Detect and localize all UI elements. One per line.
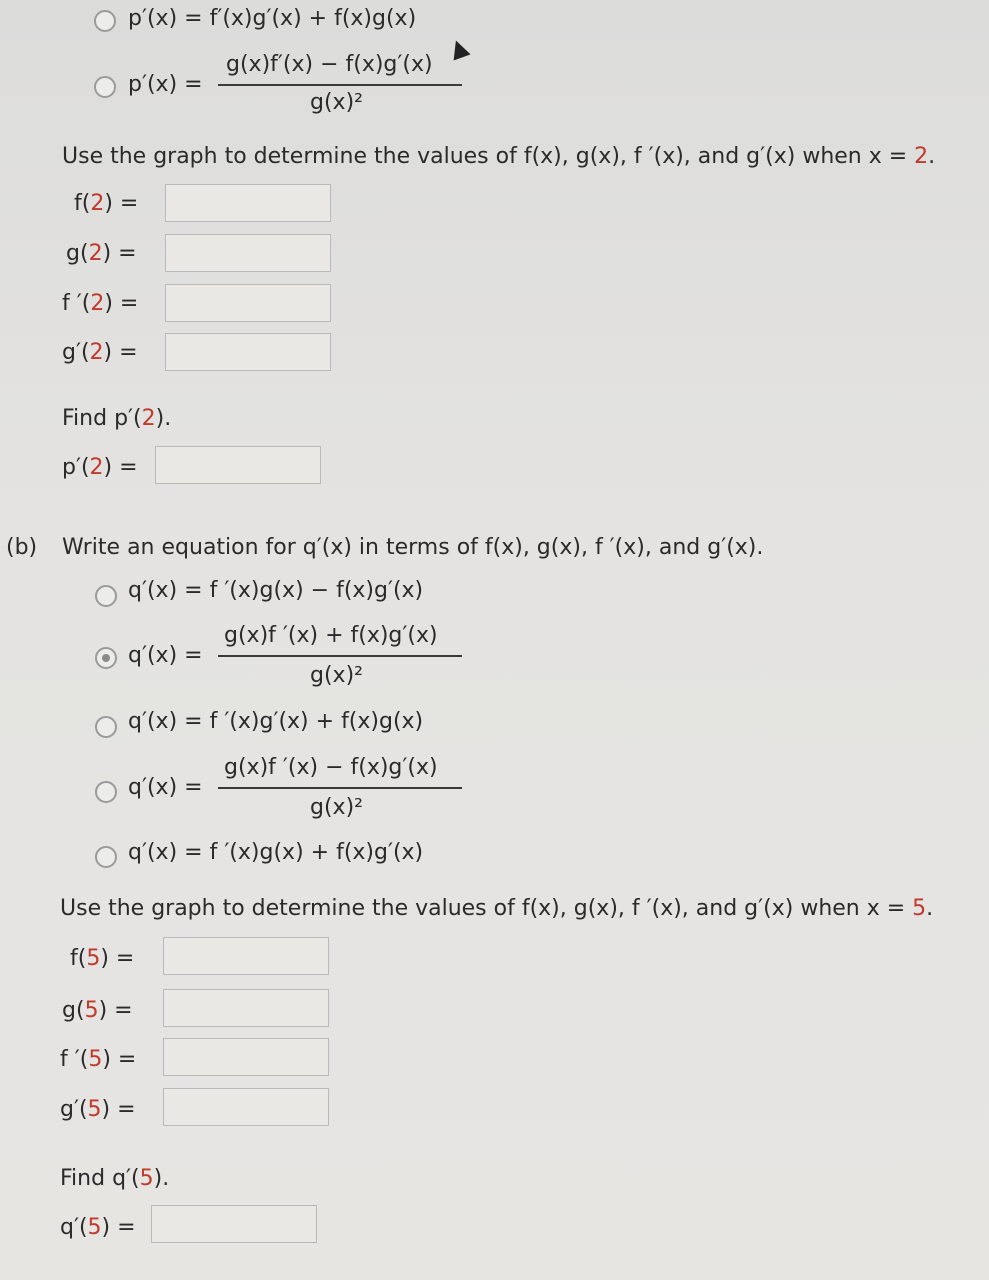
f5-input[interactable] (163, 937, 329, 975)
part-b-instruction-text: Use the graph to determine the values of f(x), g(x), f ′(x), and g′(x) when x = (60, 896, 913, 921)
find-p-prime-suffix: ). (155, 406, 172, 431)
q-option-5-rhs: f ′(x)g(x) + f(x)g′(x) (209, 840, 424, 865)
find-p-prime-arg: 2 (141, 406, 156, 431)
p-prime-2-label-arg: 2 (89, 455, 104, 480)
p-option-2-denominator: g(x)² (310, 90, 363, 115)
q-option-1-label (128, 578, 423, 603)
part-a-instruction-x: 2 (914, 144, 929, 169)
q-option-4-denominator: g(x)² (310, 795, 363, 820)
q-option-2-radio[interactable] (95, 647, 117, 669)
g5-label-post: ) = (98, 998, 133, 1023)
find-q-prime-arg: 5 (139, 1166, 154, 1191)
f5-label (70, 946, 134, 971)
gprime2-label (62, 340, 138, 365)
q-option-3-radio[interactable] (95, 716, 117, 738)
fprime2-label-pre: f ′( (62, 291, 91, 316)
g2-input[interactable] (165, 234, 331, 272)
g5-label-arg: 5 (84, 998, 99, 1023)
gprime5-label (60, 1097, 136, 1122)
f2-input[interactable] (165, 184, 331, 222)
q-option-2-denominator: g(x)² (310, 663, 363, 688)
p-prime-2-label-pre: p′( (62, 455, 90, 480)
part-a-instruction-period: . (928, 144, 936, 169)
gprime5-label-pre: g′( (60, 1097, 88, 1122)
q-option-5-radio[interactable] (95, 846, 117, 868)
f5-label-pre: f( (70, 946, 87, 971)
q-option-4-numerator: g(x)f ′(x) − f(x)g′(x) (224, 755, 438, 780)
g5-input[interactable] (163, 989, 329, 1027)
f5-label-post: ) = (100, 946, 135, 971)
fprime5-input[interactable] (163, 1038, 329, 1076)
part-b-label: (b) (6, 535, 38, 560)
fraction-bar (218, 787, 462, 789)
f2-label-arg: 2 (90, 191, 105, 216)
q-option-1-rhs: f ′(x)g(x) − f(x)g′(x) (209, 578, 424, 603)
q-option-1-lhs: q′(x) = (128, 578, 210, 603)
gprime5-label-arg: 5 (87, 1097, 102, 1122)
find-p-prime-text: Find p′( (62, 406, 142, 431)
q-option-3-rhs: f ′(x)g′(x) + f(x)g(x) (209, 709, 424, 734)
part-b-instruction-period: . (926, 896, 934, 921)
gprime2-input[interactable] (165, 333, 331, 371)
q-option-1-radio[interactable] (95, 585, 117, 607)
gprime5-input[interactable] (163, 1088, 329, 1126)
find-q-prime-text: Find q′( (60, 1166, 140, 1191)
fraction-bar (218, 84, 462, 86)
fprime5-label-pre: f ′( (60, 1047, 89, 1072)
p-option-2-numerator: g(x)f′(x) − f(x)g′(x) (226, 52, 433, 77)
part-b-instruction (60, 896, 933, 921)
g2-label-post: ) = (102, 241, 137, 266)
g5-label (62, 998, 133, 1023)
g5-label-pre: g( (62, 998, 85, 1023)
mouse-cursor-icon (447, 37, 470, 60)
g2-label (66, 241, 137, 266)
q-prime-5-label-post: ) = (101, 1215, 136, 1240)
fraction-bar (218, 655, 462, 657)
f5-label-arg: 5 (86, 946, 101, 971)
part-a-instruction-text: Use the graph to determine the values of f(x), g(x), f ′(x), and g′(x) when x = (62, 144, 915, 169)
p-option-1-radio[interactable] (94, 10, 116, 32)
f2-label-pre: f( (74, 191, 91, 216)
part-b-question: Write an equation for q′(x) in terms of f(x), g(x), f ′(x), and g′(x). (62, 535, 764, 560)
q-prime-5-label-arg: 5 (87, 1215, 102, 1240)
find-q-prime-prompt (60, 1166, 169, 1191)
fprime5-label-post: ) = (102, 1047, 137, 1072)
f2-label-post: ) = (104, 191, 139, 216)
p-prime-2-label-post: ) = (103, 455, 138, 480)
q-option-4-radio[interactable] (95, 781, 117, 803)
fprime2-label (62, 291, 138, 316)
q-option-2-numerator: g(x)f ′(x) + f(x)g′(x) (224, 623, 438, 648)
find-p-prime-prompt (62, 406, 171, 431)
q-option-5-label (128, 840, 423, 865)
part-a-instruction (62, 144, 935, 169)
g2-label-arg: 2 (88, 241, 103, 266)
p-option-2-lhs: p′(x) = (128, 72, 203, 97)
q-option-2-lhs: q′(x) = (128, 643, 203, 668)
fprime5-label-arg: 5 (88, 1047, 103, 1072)
q-option-4-lhs: q′(x) = (128, 775, 203, 800)
gprime2-label-pre: g′( (62, 340, 90, 365)
find-q-prime-suffix: ). (153, 1166, 170, 1191)
q-option-5-lhs: q′(x) = (128, 840, 210, 865)
fprime5-label (60, 1047, 136, 1072)
fprime2-input[interactable] (165, 284, 331, 322)
gprime2-label-arg: 2 (89, 340, 104, 365)
p-prime-2-label (62, 455, 138, 480)
p-option-1-label (128, 6, 416, 31)
q-option-3-label (128, 709, 423, 734)
p-option-2-radio[interactable] (94, 76, 116, 98)
p-option-1-lhs: p′(x) = (128, 6, 210, 31)
p-prime-2-input[interactable] (155, 446, 321, 484)
fprime2-label-arg: 2 (90, 291, 105, 316)
part-b-instruction-x: 5 (912, 896, 927, 921)
fprime2-label-post: ) = (104, 291, 139, 316)
q-prime-5-label (60, 1215, 136, 1240)
g2-label-pre: g( (66, 241, 89, 266)
q-prime-5-input[interactable] (151, 1205, 317, 1243)
gprime2-label-post: ) = (103, 340, 138, 365)
p-option-1-rhs: f′(x)g′(x) + f(x)g(x) (209, 6, 417, 31)
gprime5-label-post: ) = (101, 1097, 136, 1122)
q-prime-5-label-pre: q′( (60, 1215, 88, 1240)
q-option-3-lhs: q′(x) = (128, 709, 210, 734)
f2-label (74, 191, 138, 216)
